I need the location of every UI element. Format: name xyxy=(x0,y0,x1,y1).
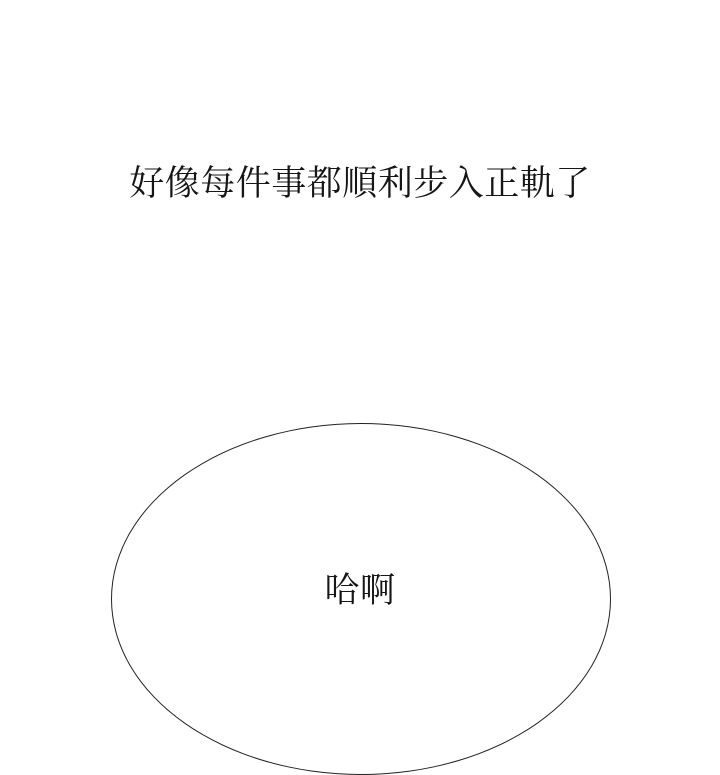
narration-text: 好像每件事都順利步入正軌了 xyxy=(129,164,591,203)
speech-bubble-text: 哈啊 xyxy=(324,571,396,610)
